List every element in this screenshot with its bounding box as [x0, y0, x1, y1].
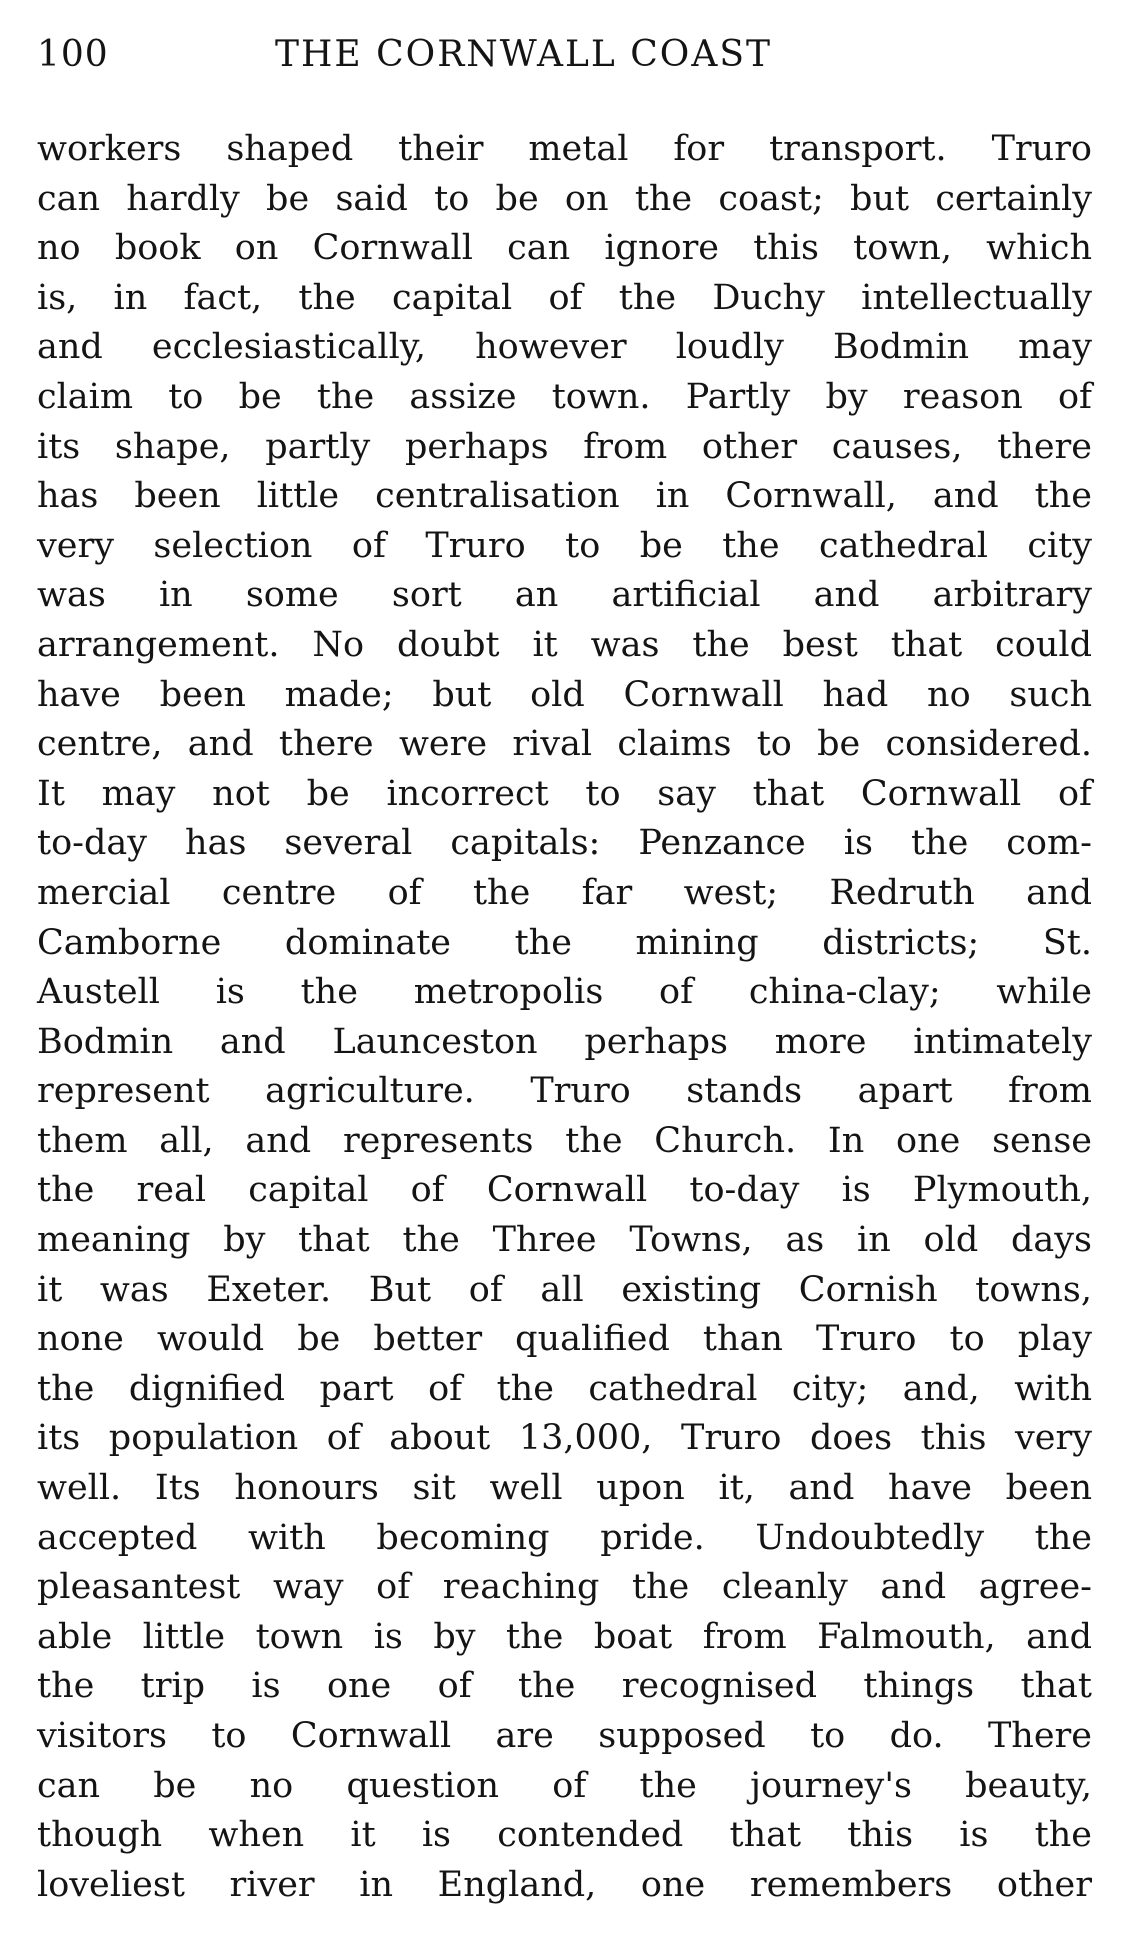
- page-header: [37, 22, 1092, 88]
- text-line: its shape, partly perhaps from other causes, there: [37, 426, 1092, 467]
- text-line: can be no question of the journey's beauty,: [37, 1765, 1092, 1806]
- text-line: to-day has several capitals: Penzance is the com-: [37, 823, 1092, 864]
- text-line: workers shaped their metal for transport. Truro: [37, 129, 1092, 169]
- text-line: loveliest river in England, one remembers other: [37, 1864, 1092, 1905]
- text-line: arrangement. No doubt it was the best that could: [37, 624, 1092, 665]
- text-line: have been made; but old Cornwall had no such: [37, 674, 1092, 715]
- text-line: It may not be incorrect to say that Cornwall of: [37, 773, 1092, 814]
- text-line: is, in fact, the capital of the Duchy intellectually: [37, 277, 1092, 318]
- running-title: THE CORNWALL COAST: [275, 34, 772, 75]
- text-line: centre, and there were rival claims to be considered.: [37, 724, 1092, 765]
- text-line: the dignified part of the cathedral city; and, with: [37, 1368, 1092, 1409]
- text-line: accepted with becoming pride. Undoubtedly the: [37, 1517, 1092, 1558]
- text-line: represent agriculture. Truro stands apart from: [37, 1071, 1092, 1112]
- text-line: though when it is contended that this is the: [37, 1815, 1092, 1856]
- book-page: [37, 22, 1092, 1937]
- text-line: the real capital of Cornwall to-day is Plymouth,: [37, 1170, 1092, 1211]
- text-line: pleasantest way of reaching the cleanly and agree-: [37, 1567, 1092, 1608]
- body-text: [37, 125, 1092, 1910]
- text-line: was in some sort an artificial and arbitrary: [37, 575, 1092, 616]
- text-line: Bodmin and Launceston perhaps more intimately: [37, 1021, 1092, 1062]
- text-line: them all, and represents the Church. In one sense: [37, 1120, 1092, 1161]
- text-line: Camborne dominate the mining districts; St.: [37, 922, 1092, 963]
- text-line: none would be better qualified than Truro to play: [37, 1319, 1092, 1360]
- text-line: able little town is by the boat from Falmouth, and: [37, 1616, 1092, 1657]
- text-line: no book on Cornwall can ignore this town, which: [37, 228, 1092, 269]
- text-line: meaning by that the Three Towns, as in old days: [37, 1220, 1092, 1261]
- text-line: very selection of Truro to be the cathedral city: [37, 525, 1092, 566]
- text-line: its population of about 13,000, Truro does this very: [37, 1418, 1092, 1459]
- text-line: mercial centre of the far west; Redruth and: [37, 872, 1092, 913]
- text-line: visitors to Cornwall are supposed to do. There: [37, 1716, 1092, 1756]
- text-line: claim to be the assize town. Partly by reason of: [37, 376, 1092, 417]
- text-line: has been little centralisation in Cornwall, and the: [37, 476, 1092, 517]
- page-number: 100: [37, 34, 109, 75]
- text-line: the trip is one of the recognised things that: [37, 1666, 1092, 1707]
- text-line: and ecclesiastically, however loudly Bodmin may: [37, 327, 1092, 368]
- text-line: can hardly be said to be on the coast; but certainly: [37, 178, 1092, 219]
- text-line: Austell is the metropolis of china-clay; while: [37, 972, 1092, 1013]
- text-line: well. Its honours sit well upon it, and have been: [37, 1468, 1092, 1509]
- text-line: it was Exeter. But of all existing Cornish towns,: [37, 1269, 1092, 1310]
